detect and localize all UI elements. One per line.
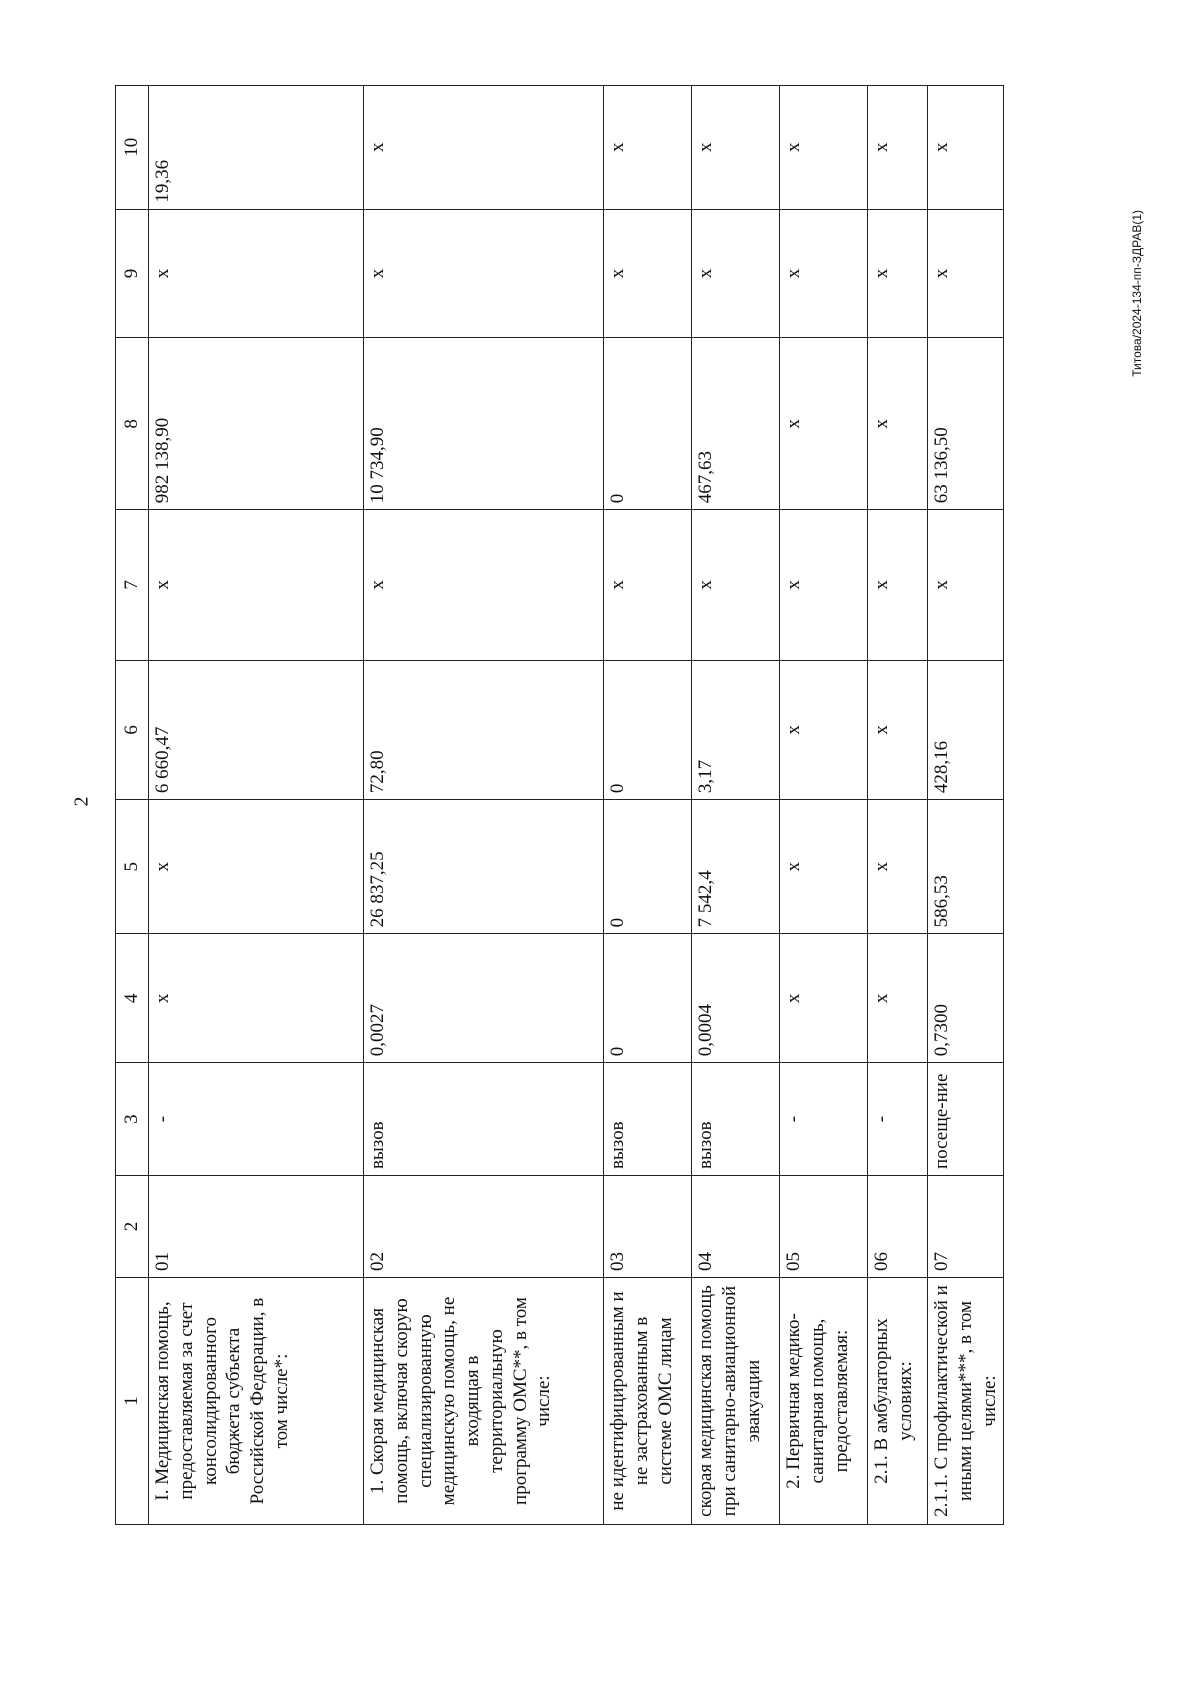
table-row (780, 86, 868, 1525)
table-cell: x (868, 800, 928, 934)
table-cell: 3,17 (692, 660, 780, 800)
table-cell: x (780, 510, 868, 660)
table-cell: 6 660,47 (149, 660, 364, 800)
table-cell: x (868, 338, 928, 510)
row-label: скорая медицинская помощь при санитарно-авиационной эвакуации (692, 1278, 780, 1525)
header-cell: 4 (116, 934, 149, 1063)
header-cell: 1 (116, 1278, 149, 1525)
row-code: 03 (604, 1176, 692, 1278)
row-label: не идентифицированным и не застрахованным в системе ОМС лицам (604, 1278, 692, 1525)
unit-cell: вызов (692, 1063, 780, 1176)
table-cell: 0 (604, 934, 692, 1063)
table-cell: x (692, 510, 780, 660)
table-cell: x (692, 86, 780, 210)
table-cell: 72,80 (364, 660, 604, 800)
table-cell: 0,0027 (364, 934, 604, 1063)
table-cell: x (780, 338, 868, 510)
unit-cell: - (780, 1063, 868, 1176)
row-label: 2. Первичная медико-санитарная помощь, предоставляемая: (780, 1278, 868, 1525)
table-cell: x (364, 209, 604, 338)
table-cell: x (604, 86, 692, 210)
table-cell: 0 (604, 338, 692, 510)
header-cell: 3 (116, 1063, 149, 1176)
table-cell: x (928, 86, 1004, 210)
table-row (604, 86, 692, 1525)
table-cell: x (868, 660, 928, 800)
table-row (692, 86, 780, 1525)
table-row (928, 86, 1004, 1525)
header-cell: 8 (116, 338, 149, 510)
table-row (364, 86, 604, 1525)
table-cell: x (928, 209, 1004, 338)
table-row (868, 86, 928, 1525)
table-cell: x (868, 510, 928, 660)
row-code: 06 (868, 1176, 928, 1278)
document-id: Титова/2024-134-пп-ЗДРАВ(1) (1130, 210, 1144, 377)
table-cell: 428,16 (928, 660, 1004, 800)
row-code: 07 (928, 1176, 1004, 1278)
header-cell: 10 (116, 86, 149, 210)
table-cell: x (780, 209, 868, 338)
table-cell: 0 (604, 800, 692, 934)
row-label: I. Медицинская помощь, предоставляемая за счет консолидированного бюджета субъекта Российской Федерации, в том числе*: (149, 1278, 364, 1525)
header-cell: 6 (116, 660, 149, 800)
table-cell: 10 734,90 (364, 338, 604, 510)
table-cell: x (868, 209, 928, 338)
table-cell: x (149, 934, 364, 1063)
row-label: 2.1.1. С профилактической и иными целями***, в том числе: (928, 1278, 1004, 1525)
row-code: 04 (692, 1176, 780, 1278)
table-cell: x (780, 86, 868, 210)
unit-cell: вызов (604, 1063, 692, 1176)
rotated-table-container (115, 85, 1000, 1525)
header-cell: 5 (116, 800, 149, 934)
table-cell: 586,53 (928, 800, 1004, 934)
table-cell: x (149, 800, 364, 934)
row-code: 01 (149, 1176, 364, 1278)
table-cell: x (692, 209, 780, 338)
table-cell: 63 136,50 (928, 338, 1004, 510)
header-cell: 9 (116, 209, 149, 338)
financing-table (115, 85, 1004, 1525)
table-cell: x (868, 86, 928, 210)
table-cell: 0 (604, 660, 692, 800)
table-cell: 19,36 (149, 86, 364, 210)
table-cell: x (780, 800, 868, 934)
table-cell: 26 837,25 (364, 800, 604, 934)
table-cell: x (364, 86, 604, 210)
table-cell: x (928, 510, 1004, 660)
table-cell: x (780, 660, 868, 800)
table-cell: 7 542,4 (692, 800, 780, 934)
row-label: 2.1. В амбулаторных условиях: (868, 1278, 928, 1525)
table-cell: 0,0004 (692, 934, 780, 1063)
page-number: 2 (70, 796, 93, 807)
table-cell: 982 138,90 (149, 338, 364, 510)
table-cell: 467,63 (692, 338, 780, 510)
unit-cell: посеще-ние (928, 1063, 1004, 1176)
header-cell: 7 (116, 510, 149, 660)
table-cell: x (780, 934, 868, 1063)
table-cell: x (364, 510, 604, 660)
row-code: 02 (364, 1176, 604, 1278)
row-code: 05 (780, 1176, 868, 1278)
table-cell: x (604, 209, 692, 338)
row-label: 1. Скорая медицинская помощь, включая скорую специализированную медицинскую помощь, не входящая в территориальную программу ОМС**, в том числе: (364, 1278, 604, 1525)
unit-cell: - (868, 1063, 928, 1176)
table-cell: 0,7300 (928, 934, 1004, 1063)
header-row (116, 86, 149, 1525)
header-cell: 2 (116, 1176, 149, 1278)
table-cell: x (868, 934, 928, 1063)
table-row (149, 86, 364, 1525)
unit-cell: вызов (364, 1063, 604, 1176)
table-cell: x (149, 209, 364, 338)
table-cell: x (604, 510, 692, 660)
unit-cell: - (149, 1063, 364, 1176)
table-cell: x (149, 510, 364, 660)
